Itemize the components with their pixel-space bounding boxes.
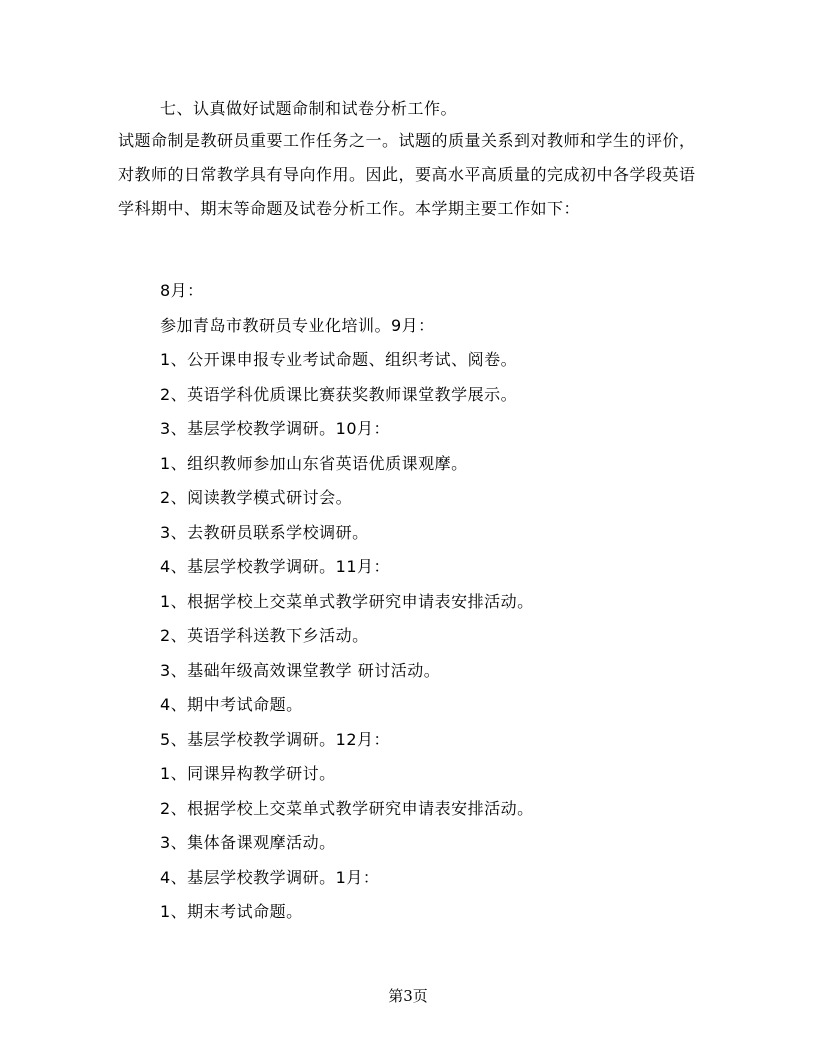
- list-item: 3、集体备课观摩活动。: [160, 833, 336, 852]
- work-plan-list: [160, 280, 534, 936]
- list-item: 4、期中考试命题。: [160, 695, 303, 714]
- list-item: 1、同课异构教学研讨。: [160, 764, 336, 783]
- list-item: 3、基础年级高效课堂教学 研讨活动。: [160, 660, 441, 680]
- page-number: 第3页: [388, 987, 428, 1005]
- list-item: 2、英语学科送教下乡活动。: [160, 626, 369, 645]
- list-item: 4、基层学校教学调研。11月：: [160, 557, 391, 576]
- list-item: 3、基层学校教学调研。10月：: [160, 419, 391, 438]
- list-item: 4、基层学校教学调研。1月：: [160, 867, 380, 887]
- list-item: 3、去教研员联系学校调研。: [160, 522, 369, 542]
- list-item: 2、阅读教学模式研讨会。: [160, 488, 353, 507]
- section-heading: 七、认真做好试题命制和试卷分析工作。: [160, 99, 458, 118]
- list-item: 2、英语学科优质课比赛获奖教师课堂教学展示。: [160, 384, 518, 404]
- list-item: 5、基层学校教学调研。12月：: [160, 729, 391, 749]
- list-item: 1、组织教师参加山东省英语优质课观摩。: [160, 453, 468, 473]
- list-item: 2、根据学校上交菜单式教学研究申请表安排活动。: [160, 798, 534, 818]
- list-item: 1、期末考试命题。: [160, 902, 303, 921]
- list-item: 1、根据学校上交菜单式教学研究申请表安排活动。: [160, 591, 534, 611]
- list-item: 8月：: [160, 281, 204, 300]
- list-item: 1、公开课申报专业考试命题、组织考试、阅卷。: [160, 350, 518, 369]
- list-item: 参加青岛市教研员专业化培训。9月：: [160, 315, 435, 335]
- intro-paragraph: 试题命制是教研员重要工作任务之一。试题的质量关系到对教师和学生的评价，对教师的日常教学具有导向作用。因此，要高水平高质量的完成初中各学段英语学科期中、期末等命题及试卷分析工作。本学期主要工作如下：: [118, 131, 696, 218]
